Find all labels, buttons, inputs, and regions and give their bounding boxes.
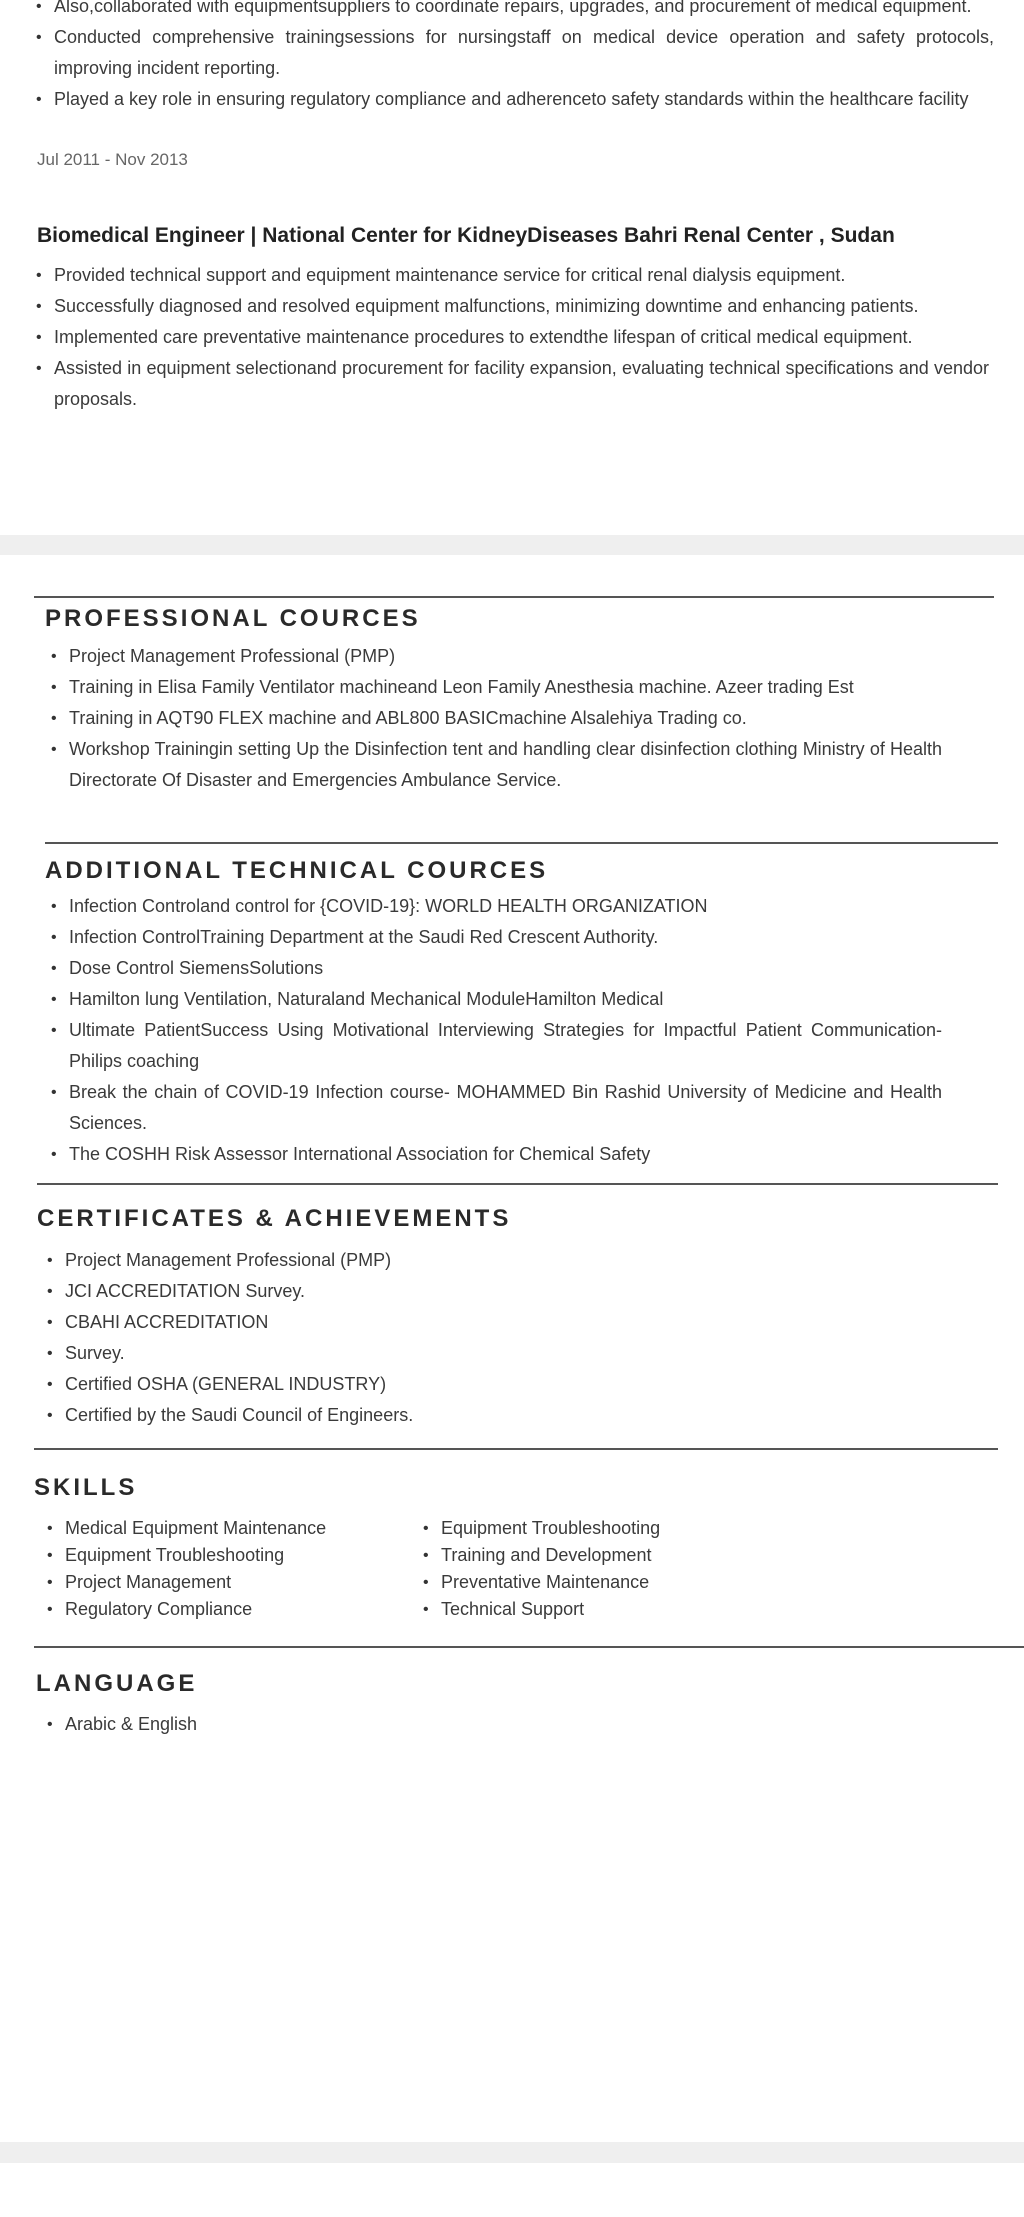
- bullet-icon: •: [423, 1547, 429, 1564]
- list-item-text: Preventative Maintenance: [441, 1572, 650, 1592]
- certificates-heading: CERTIFICATES & ACHIEVEMENTS: [37, 1205, 512, 1232]
- list-item: [47, 1515, 425, 1542]
- list-item-text: Provided technical support and equipment maintenance service for critical renal dialysis equipment.: [54, 265, 846, 285]
- list-item-text: Project Management Professional (PMP): [65, 1250, 392, 1270]
- list-item: [423, 1515, 801, 1542]
- list-item: [47, 1596, 425, 1623]
- bullet-icon: •: [47, 1547, 53, 1564]
- divider: [37, 1183, 998, 1185]
- bullet-icon: •: [423, 1601, 429, 1618]
- bullet-icon: •: [423, 1574, 429, 1591]
- list-item: [51, 641, 942, 672]
- list-item: [51, 1015, 942, 1077]
- language-list: [47, 1709, 665, 1740]
- list-item: [51, 953, 942, 984]
- bullet-icon: •: [36, 0, 42, 15]
- list-item-text: Certified by the Saudi Council of Engineers.: [65, 1405, 414, 1425]
- list-item: [51, 734, 942, 796]
- list-item-text: Conducted comprehensive trainingsessions for nursingstaff on medical device operation and safety protocols, improving incident reporting.: [54, 27, 994, 78]
- bullet-icon: •: [47, 1716, 53, 1733]
- list-item-text: Played a key role in ensuring regulatory compliance and adherenceto safety standards within the healthcare facility: [54, 89, 969, 109]
- list-item: [36, 22, 994, 84]
- list-item: [36, 0, 994, 22]
- bullet-icon: •: [51, 960, 57, 977]
- bullet-icon: •: [36, 298, 42, 315]
- professional-list: [51, 641, 942, 796]
- list-item-text: Survey.: [65, 1343, 125, 1363]
- list-item-text: Medical Equipment Maintenance: [65, 1518, 327, 1538]
- list-item: [36, 353, 989, 415]
- bullet-icon: •: [47, 1601, 53, 1618]
- list-item-text: Regulatory Compliance: [65, 1599, 253, 1619]
- divider: [34, 1646, 1024, 1648]
- list-item: [47, 1307, 965, 1338]
- list-item: [51, 703, 942, 734]
- page-break: [0, 535, 1024, 555]
- bullet-icon: •: [51, 741, 57, 758]
- list-item-text: Hamilton lung Ventilation, Naturaland Mechanical ModuleHamilton Medical: [69, 989, 664, 1009]
- list-item-text: Ultimate PatientSuccess Using Motivational Interviewing Strategies for Impactful Patient Communication- Philips coaching: [69, 1020, 942, 1071]
- skills-col2: [423, 1515, 801, 1623]
- list-item: [47, 1369, 965, 1400]
- list-item: [47, 1400, 965, 1431]
- list-item: [47, 1542, 425, 1569]
- list-item-text: CBAHI ACCREDITATION: [65, 1312, 269, 1332]
- skills-col1: [47, 1515, 425, 1623]
- list-item-text: Training in Elisa Family Ventilator machineand Leon Family Anesthesia machine. Azeer trading Est: [69, 677, 854, 697]
- list-item: [51, 1077, 942, 1139]
- bullet-icon: •: [51, 1084, 57, 1101]
- skills-heading: SKILLS: [34, 1474, 138, 1501]
- page-break: [0, 2142, 1024, 2163]
- list-item: [51, 984, 942, 1015]
- bullet-icon: •: [423, 1520, 429, 1537]
- list-item: [47, 1569, 425, 1596]
- list-item-text: Equipment Troubleshooting: [65, 1545, 285, 1565]
- bullet-icon: •: [36, 29, 42, 46]
- list-item: [47, 1709, 665, 1740]
- divider: [45, 842, 998, 844]
- list-item: [51, 672, 942, 703]
- bullet-icon: •: [47, 1345, 53, 1362]
- list-item: [51, 922, 942, 953]
- bullet-icon: •: [47, 1520, 53, 1537]
- list-item: [47, 1338, 965, 1369]
- list-item-text: Project Management: [65, 1572, 232, 1592]
- list-item-text: Assisted in equipment selectionand procurement for facility expansion, evaluating technical specifications and vendor proposals.: [54, 358, 989, 409]
- list-item: [47, 1276, 965, 1307]
- list-item: [36, 84, 994, 115]
- list-item-text: Technical Support: [441, 1599, 585, 1619]
- list-item-text: Equipment Troubleshooting: [441, 1518, 661, 1538]
- list-item-text: JCI ACCREDITATION Survey.: [65, 1281, 306, 1301]
- bullet-icon: •: [36, 360, 42, 377]
- professional-heading: PROFESSIONAL COURCES: [45, 605, 421, 632]
- list-item-text: Dose Control SiemensSolutions: [69, 958, 324, 978]
- bullet-icon: •: [36, 329, 42, 346]
- list-item: [423, 1569, 801, 1596]
- bullet-icon: •: [47, 1574, 53, 1591]
- list-item: [423, 1596, 801, 1623]
- list-item-text: Break the chain of COVID-19 Infection course- MOHAMMED Bin Rashid University of Medicine and Health Sciences.: [69, 1082, 942, 1133]
- additional-heading: ADDITIONAL TECHNICAL COURCES: [45, 857, 549, 884]
- bullet-icon: •: [47, 1407, 53, 1424]
- list-item-text: Arabic & English: [65, 1714, 198, 1734]
- list-item-text: The COSHH Risk Assessor International Association for Chemical Safety: [69, 1144, 651, 1164]
- bullet-icon: •: [51, 898, 57, 915]
- job-date: Jul 2011 - Nov 2013: [37, 150, 188, 169]
- bullet-icon: •: [47, 1252, 53, 1269]
- list-item-text: Training in AQT90 FLEX machine and ABL800 BASICmachine Alsalehiya Trading co.: [69, 708, 747, 728]
- bullet-icon: •: [51, 710, 57, 727]
- bullet-icon: •: [51, 679, 57, 696]
- list-item: [423, 1542, 801, 1569]
- list-item-text: Workshop Trainingin setting Up the Disinfection tent and handling clear disinfection clothing Ministry of Health Directorate Of Disaster and Emergencies Ambulance Service.: [69, 739, 942, 790]
- divider: [34, 1448, 998, 1450]
- additional-list: [51, 891, 942, 1170]
- list-item-text: Infection Controland control for {COVID-19}: WORLD HEALTH ORGANIZATION: [69, 896, 708, 916]
- bullet-icon: •: [47, 1314, 53, 1331]
- bullet-icon: •: [51, 991, 57, 1008]
- bullet-icon: •: [51, 929, 57, 946]
- divider: [34, 596, 994, 598]
- list-item: [36, 291, 989, 322]
- job-title: Biomedical Engineer | National Center for KidneyDiseases Bahri Renal Center , Sudan: [37, 224, 895, 247]
- list-item: [47, 1245, 965, 1276]
- list-item-text: Also,collaborated with equipmentsuppliers to coordinate repairs, upgrades, and procurement of medical equipment.: [54, 0, 972, 16]
- language-heading: LANGUAGE: [36, 1670, 198, 1697]
- list-item: [36, 260, 989, 291]
- job-bullets: [36, 260, 989, 415]
- bullet-icon: •: [51, 1022, 57, 1039]
- bullet-icon: •: [51, 1146, 57, 1163]
- list-item-text: Successfully diagnosed and resolved equipment malfunctions, minimizing downtime and enhancing patients.: [54, 296, 919, 316]
- bullet-icon: •: [51, 648, 57, 665]
- list-item-text: Certified OSHA (GENERAL INDUSTRY): [65, 1374, 387, 1394]
- list-item-text: Training and Development: [441, 1545, 652, 1565]
- list-item: [51, 1139, 942, 1170]
- list-item: [51, 891, 942, 922]
- list-item-text: Project Management Professional (PMP): [69, 646, 396, 666]
- list-item-text: Implemented care preventative maintenance procedures to extendthe lifespan of critical medical equipment.: [54, 327, 913, 347]
- certificates-list: [47, 1245, 965, 1431]
- list-item: [36, 322, 989, 353]
- experience-continued-list: [36, 0, 994, 115]
- bullet-icon: •: [47, 1283, 53, 1300]
- bullet-icon: •: [36, 91, 42, 108]
- bullet-icon: •: [36, 267, 42, 284]
- bullet-icon: •: [47, 1376, 53, 1393]
- list-item-text: Infection ControlTraining Department at the Saudi Red Crescent Authority.: [69, 927, 659, 947]
